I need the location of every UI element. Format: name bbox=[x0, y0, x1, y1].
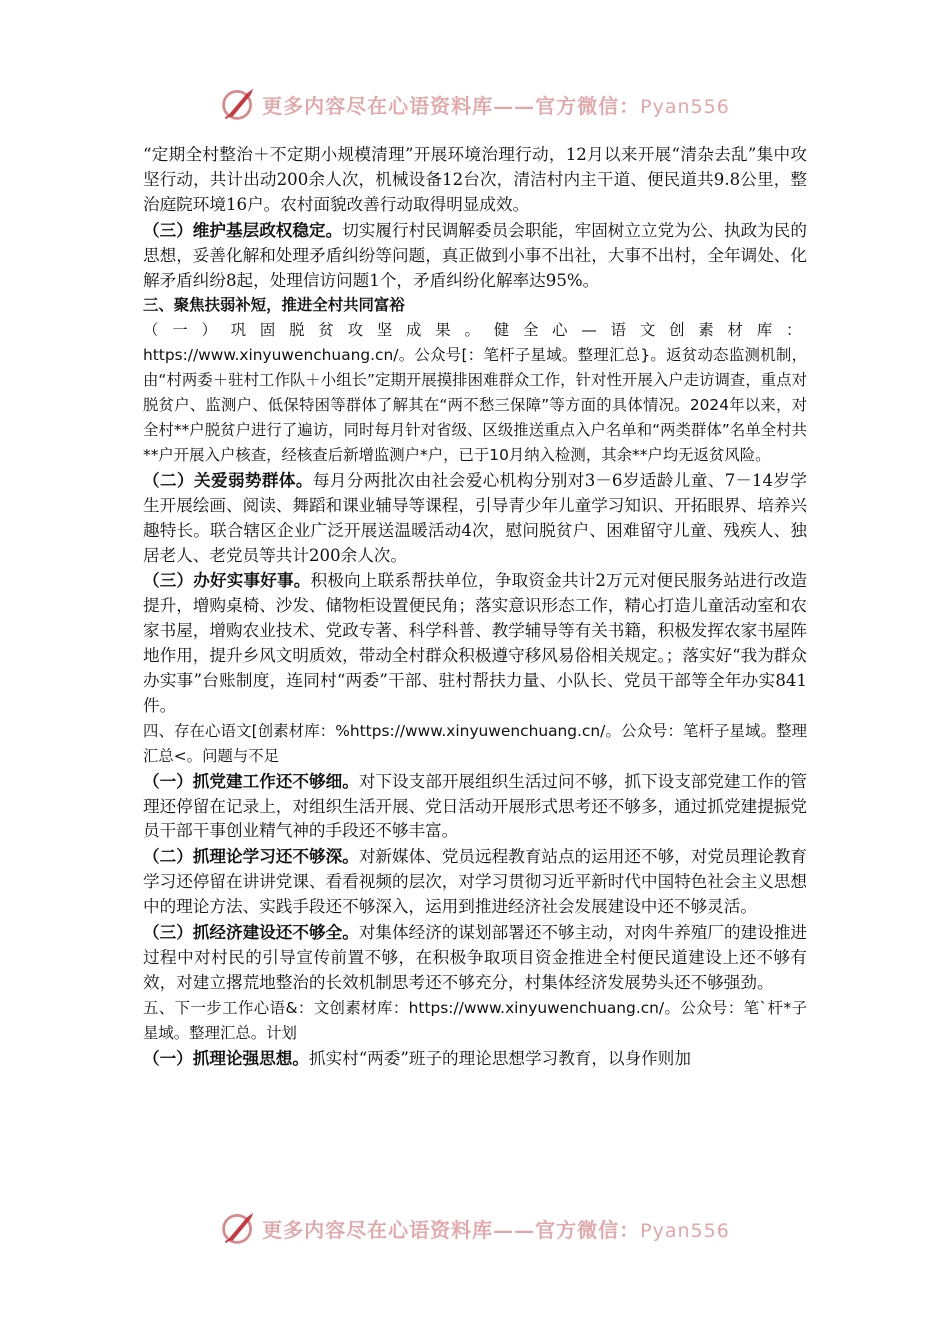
banner-text: 更多内容尽在心语资料库——官方微信：Pyan556 bbox=[262, 1217, 730, 1242]
banner-text: 更多内容尽在心语资料库——官方微信：Pyan556 bbox=[262, 93, 730, 118]
section-heading: 四、存在心语文[创素材库：%https://www.xinyuwenchuang.cn/。公众号：笔杆子星域。整理汇总<。问题与不足 bbox=[143, 721, 807, 765]
quill-pen-logo-icon bbox=[220, 1210, 256, 1246]
paragraph: “定期全村整治＋不定期小规模清理”开展环境治理行动，12月以来开展“清杂去乱”集中攻坚行动，共计出动200余人次，机械设备12台次，清洁村内主干道、便民道共9.8公里，整治庭院环境16户。农村面貌改善行动取得明显成效。 bbox=[143, 145, 807, 214]
document-body bbox=[143, 143, 807, 1072]
section-heading: 五、下一步工作心语&：文创素材库：https://www.xinyuwenchuang.cn/。公众号：笔`杆*子星域。整理汇总。计划 bbox=[143, 998, 807, 1042]
paragraph-heading: （二）抓理论学习还不够深。 bbox=[143, 846, 359, 867]
footer-banner bbox=[0, 1206, 950, 1250]
paragraph-heading: （三）抓经济建设还不够全。 bbox=[143, 922, 359, 943]
quill-pen-logo-icon bbox=[220, 86, 256, 122]
paragraph-heading: （二）关爱弱势群体。 bbox=[143, 469, 313, 490]
header-banner bbox=[0, 82, 950, 126]
paragraph-heading: （三）办好实事好事。 bbox=[143, 570, 311, 591]
paragraph: （二）抓理论学习还不够深。对新媒体、党员远程教育站点的运用还不够，对党员理论教育学习还停留在讲讲党课、看看视频的层次，对学习贯彻习近平新时代中国特色社会主义思想中的理论方法、实践手段还不够深入，运用到推进经济社会发展建设中还不够灵活。 bbox=[143, 846, 808, 917]
paragraph: （一）抓理论强思想。抓实村“两委”班子的理论思想学习教育，以身作则加 bbox=[143, 1047, 691, 1068]
paragraph-heading: （一）抓理论强思想。 bbox=[143, 1047, 309, 1068]
section-heading: 三、聚焦扶弱补短，推进全村共同富裕 bbox=[143, 296, 405, 315]
paragraph: （二）关爱弱势群体。每月分两批次由社会爱心机构分别对3－6岁适龄儿童、7－14岁学生开展绘画、阅读、舞蹈和课业辅导等课程，引导青少年儿童学习知识、开拓眼界、培养兴趣特长。联合辖区企业广泛开展送温暖活动4次，慰问脱贫户、困难留守儿童、残疾人、独居老人、老党员等共计200余人次。 bbox=[143, 469, 807, 565]
paragraph-heading: （三）维护基层政权稳定。 bbox=[143, 219, 343, 240]
paragraph: （三）办好实事好事。积极向上联系帮扶单位，争取资金共计2万元对便民服务站进行改造提升，增购桌椅、沙发、储物柜设置便民角；落实意识形态工作，精心打造儿童活动室和农家书屋，增购农业技术、党政专著、科学科普、教学辅导等有关书籍，积极发挥农家书屋阵地作用，提升乡风文明质效，带动全村群众积极遵守移风易俗相关规定。；落实好“我为群众办实事”台账制度，连同村“两委”干部、驻村帮扶力量、小队长、党员干部等全年办实841件。 bbox=[143, 570, 808, 715]
paragraph-heading: （一）抓党建工作还不够细。 bbox=[143, 770, 359, 791]
paragraph: （一）抓党建工作还不够细。对下设支部开展组织生活过问不够，抓下设支部党建工作的管理还停留在记录上，对组织生活开展、党日活动开展形式思考还不够多，通过抓党建提振党员干部干事创业精气神的手段还不够丰富。 bbox=[143, 770, 808, 841]
paragraph: （三）维护基层政权稳定。切实履行村民调解委员会职能，牢固树立立党为公、执政为民的思想，妥善化解和处理矛盾纠纷等问题，真正做到小事不出社，大事不出村，全年调处、化解矛盾纠纷8起，处理信访问题1个，矛盾纠纷化解率达95%。 bbox=[143, 219, 807, 290]
paragraph: （一）巩固脱贫攻坚成果。健全心—语文创素材库：https://www.xinyuwenchuang.cn/。公众号[：笔杆子星域。整理汇总}。返贫动态监测机制，由“村两委＋驻村工作队＋小组长”定期开展摸排困难群众工作，针对性开展入户走访调查，重点对脱贫户、监测户、低保特困等群体了解其在“两不愁三保障”等方面的具体情况。2024年以来，对全村**户脱贫户进行了遍访，同时每月针对省级、区级推送重点入户名单和“两类群体”名单全村共**户开展入户核查，经核查后新增监测户*户，已于10月纳入检测，其余**户均无返贫风险。 bbox=[143, 321, 808, 464]
paragraph: （三）抓经济建设还不够全。对集体经济的谋划部署还不够主动，对肉牛养殖厂的建设推进过程中对村民的引导宣传前置不够，在积极争取项目资金推进全村便民道建设上还不够有效，对建立撂荒地整治的长效机制思考还不够充分，村集体经济发展势头还不够强劲。 bbox=[143, 922, 808, 992]
